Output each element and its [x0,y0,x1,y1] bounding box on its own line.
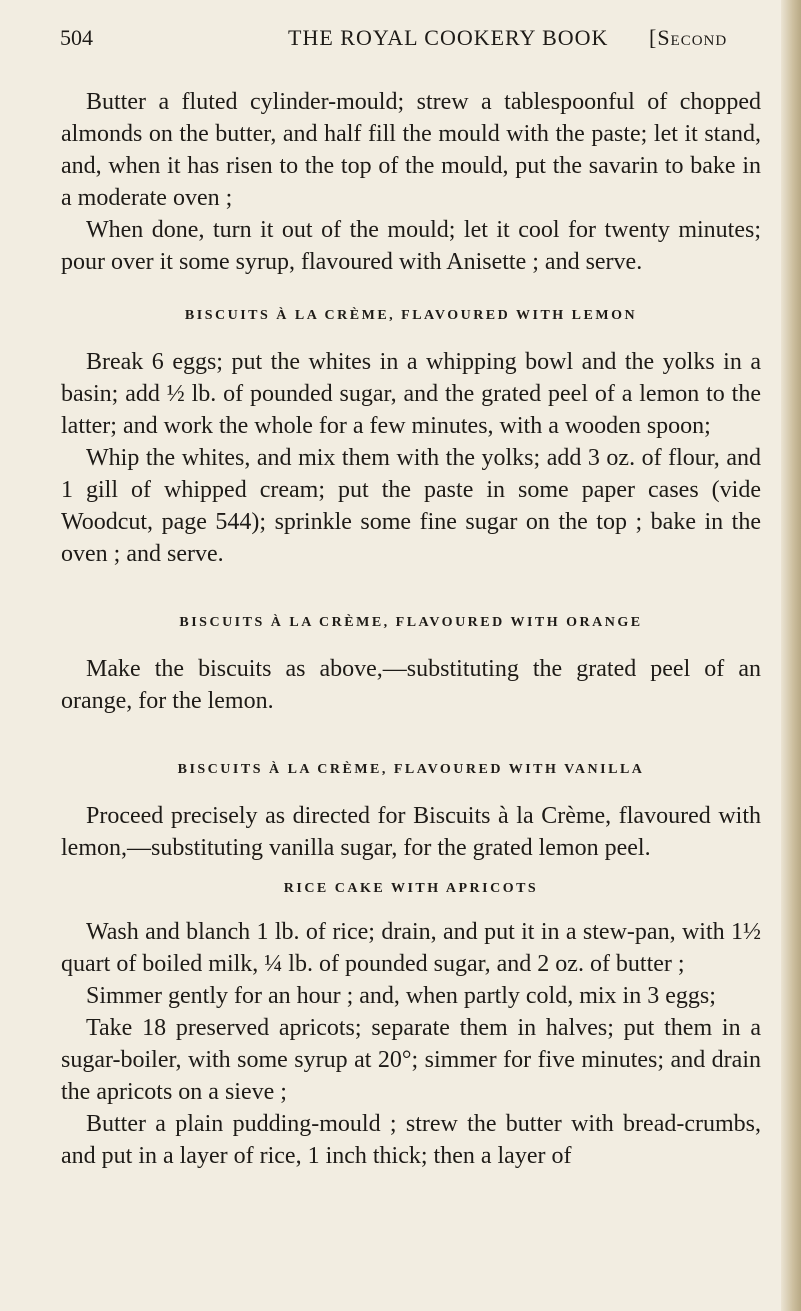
lemon-paragraph-1: Break 6 eggs; put the whites in a whipping bowl and the yolks in a basin; add ½ lb. of pounded sugar, and the grated peel of a lemon to the latter; and work the whole for a few minutes, with a wooden spoon; [61,349,761,439]
vanilla-paragraph-1: Proceed precisely as directed for Biscuits à la Crème, flavoured with lemon,—substituting vanilla sugar, for the grated lemon peel. [61,803,761,861]
intro-paragraph-2: When done, turn it out of the mould; let it cool for twenty minutes; pour over it some syrup, flavoured with Anisette ; and serve. [61,217,761,275]
page-body [61,86,761,1172]
intro-paragraph-1: Butter a fluted cylinder-mould; strew a tablespoonful of chopped almonds on the butter, and half fill the mould with the paste; let it stand, and, when it has risen to the top of the mould, put the savarin to bake in a moderate oven ; [61,89,761,211]
rice-paragraph-3: Take 18 preserved apricots; separate them in halves; put them in a sugar-boiler, with some syrup at 20°; simmer for five minutes; and drain the apricots on a sieve ; [61,1015,761,1105]
heading-biscuits-orange: BISCUITS À LA CRÈME, FLAVOURED WITH ORANGE [179,615,643,630]
rice-paragraph-1: Wash and blanch 1 lb. of rice; drain, and put it in a stew-pan, with 1½ quart of boiled milk, ¼ lb. of pounded sugar, and 2 oz. of butter ; [61,919,761,977]
orange-paragraph-1: Make the biscuits as above,—substituting the grated peel of an orange, for the lemon. [61,656,761,714]
page-edge-shadow [781,0,801,1311]
rice-paragraph-4: Butter a plain pudding-mould ; strew the butter with bread-crumbs, and put in a layer of rice, 1 inch thick; then a layer of [61,1111,761,1169]
heading-biscuits-vanilla: BISCUITS À LA CRÈME, FLAVOURED WITH VANILLA [177,762,645,777]
rice-paragraph-2: Simmer gently for an hour ; and, when partly cold, mix in 3 eggs; [86,983,716,1009]
lemon-paragraph-2: Whip the whites, and mix them with the yolks; add 3 oz. of flour, and 1 gill of whipped cream; put the paste in some paper cases (vide Woodcut, page 544); sprinkle some fine sugar on the top ; bake in the oven ; and serve. [61,445,761,567]
heading-biscuits-lemon: BISCUITS À LA CRÈME, FLAVOURED WITH LEMON [184,308,638,323]
running-header [60,25,760,59]
page-number: 504 [60,25,93,50]
heading-rice-cake-apricots: RICE CAKE WITH APRICOTS [283,881,539,896]
section-marker: [Second [649,25,728,50]
running-title: THE ROYAL COOKERY BOOK [288,25,609,50]
